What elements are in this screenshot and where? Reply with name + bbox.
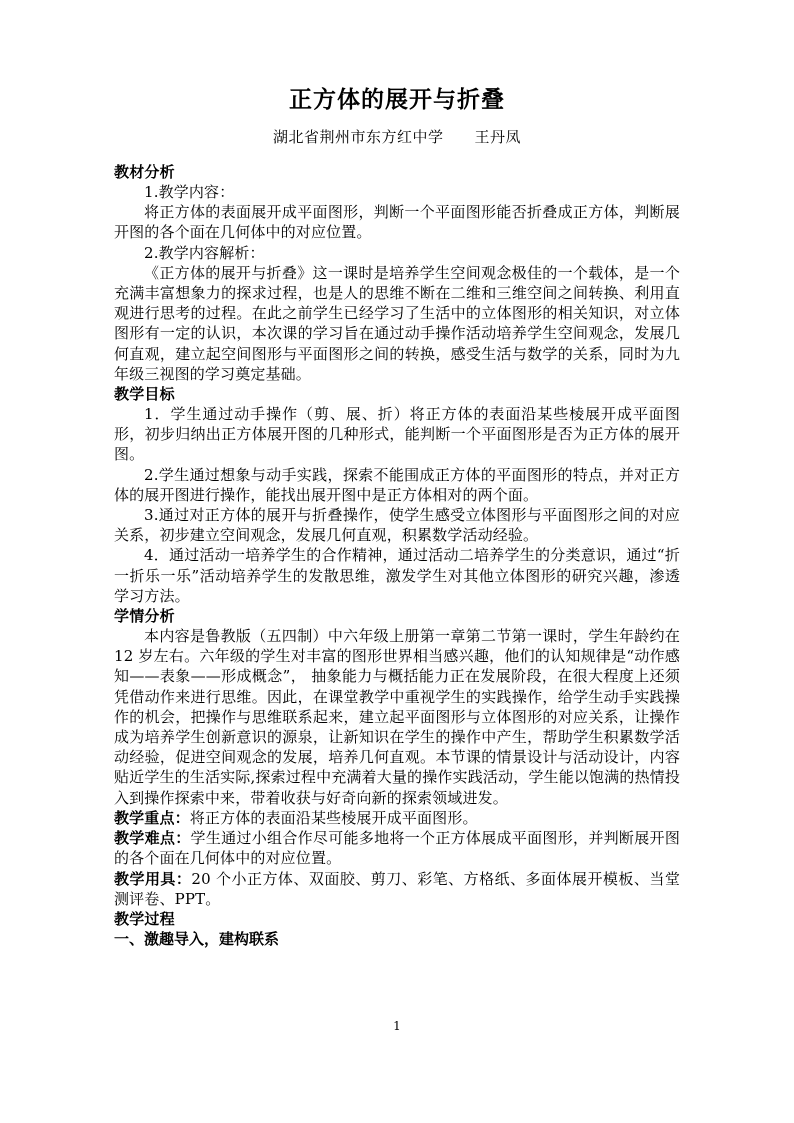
key-point-line xyxy=(114,808,680,828)
teaching-aids-label: 教学用具： xyxy=(114,869,192,888)
section-heading-teaching-objectives: 教学目标 xyxy=(114,385,175,404)
teaching-aids-body: 20 个小正方体、双面胶、剪刀、彩笔、方格纸、多面体展开模板、当堂测评卷、PPT。 xyxy=(114,869,680,908)
textbook-analysis-item2-heading: 2.教学内容解析： xyxy=(144,243,265,262)
textbook-analysis-item1-heading: 1.教学内容： xyxy=(144,183,235,201)
section-heading-student-analysis: 学情分析 xyxy=(114,607,175,626)
teaching-objective-item: 2.学生通过想象与动手实践，探索不能围成正方体的平面图形的特点，并对正方体的展开图进行操作，能找出展开图中是正方体相对的两个面。 xyxy=(114,465,680,504)
document-content xyxy=(114,84,680,949)
teaching-objective-item: 1．学生通过动手操作（剪、展、折）将正方体的表面沿某些棱展开成平面图形，初步归纳出正方体展开图的几种形式，能判断一个平面图形是否为正方体的展开图。 xyxy=(114,405,680,464)
teaching-aids-line xyxy=(114,869,680,909)
page-number: 1 xyxy=(393,1019,401,1033)
key-point-label: 教学重点： xyxy=(114,808,190,827)
page-title: 正方体的展开与折叠 xyxy=(289,87,505,113)
difficult-point-body: 学生通过小组合作尽可能多地将一个正方体展成平面图形，并判断展开图的各个面在几何体中的对应位置。 xyxy=(114,829,680,868)
section-heading-textbook-analysis: 教材分析 xyxy=(114,163,175,181)
textbook-analysis-item2-body: 《正方体的展开与折叠》这一课时是培养学生空间观念极佳的一个载体，是一个充满丰富想象力的探求过程，也是人的思维不断在二维和三维空间之间转换、利用直观进行思考的过程。在此之前学生已经学习了生活中的立体图形的相关知识，对立体图形有一定的认识，本次课的学习旨在通过动手操作活动培养学生空间观念，发展几何直观，建立起空间图形与平面图形之间的转换，感受生活与数学的关系，同时为九年级三视图的学习奠定基础。 xyxy=(114,263,680,383)
section-heading-teaching-process: 教学过程 xyxy=(114,909,175,928)
teaching-process-step-1: 一、激趣导入，建构联系 xyxy=(114,929,280,948)
difficult-point-label: 教学难点： xyxy=(114,829,191,848)
teaching-objective-item: 3.通过对正方体的展开与折叠操作，使学生感受立体图形与平面图形之间的对应关系，初步建立空间观念，发展几何直观，积累数学活动经验。 xyxy=(114,506,680,545)
difficult-point-line xyxy=(114,828,680,868)
document-subtitle: 湖北省荆州市东方红中学 王丹凤 xyxy=(272,128,521,146)
teaching-objective-item: 4．通过活动一培养学生的合作精神，通过活动二培养学生的分类意识，通过“折一折乐一乐”活动培养学生的发散思维，激发学生对其他立体图形的研究兴趣，渗透学习方法。 xyxy=(114,546,680,605)
textbook-analysis-item1-body: 将正方体的表面展开成平面图形，判断一个平面图形能否折叠成正方体，判断展开图的各个面在几何体中的对应位置。 xyxy=(114,203,680,242)
student-analysis-body: 本内容是鲁教版（五四制）中六年级上册第一章第二节第一课时，学生年龄约在 12 岁左右。六年级的学生对丰富的图形世界相当感兴趣，他们的认知规律是“动作感知——表象——形成概念”， 抽象能力与概括能力正在发展阶段，在很大程度上还须凭借动作来进行思维。因此，在课堂教学中重视学生的实践操作，给学生动手实践操作的机会，把操作与思维联系起来，建立起平面图形与立体图形的对应关系，让操作成为培养学生创新意识的源泉，让新知识在学生的操作中产生，帮助学生积累数学活动经验，促进空间观念的发展，培养几何直观。本节课的情景设计与活动设计，内容贴近学生的生活实际,探索过程中充满着大量的操作实践活动，学生能以饱满的热情投入到操作探索中来，带着收获与好奇向新的探索领域进发。 xyxy=(114,627,680,807)
key-point-body: 将正方体的表面沿某些棱展开成平面图形。 xyxy=(189,808,478,827)
